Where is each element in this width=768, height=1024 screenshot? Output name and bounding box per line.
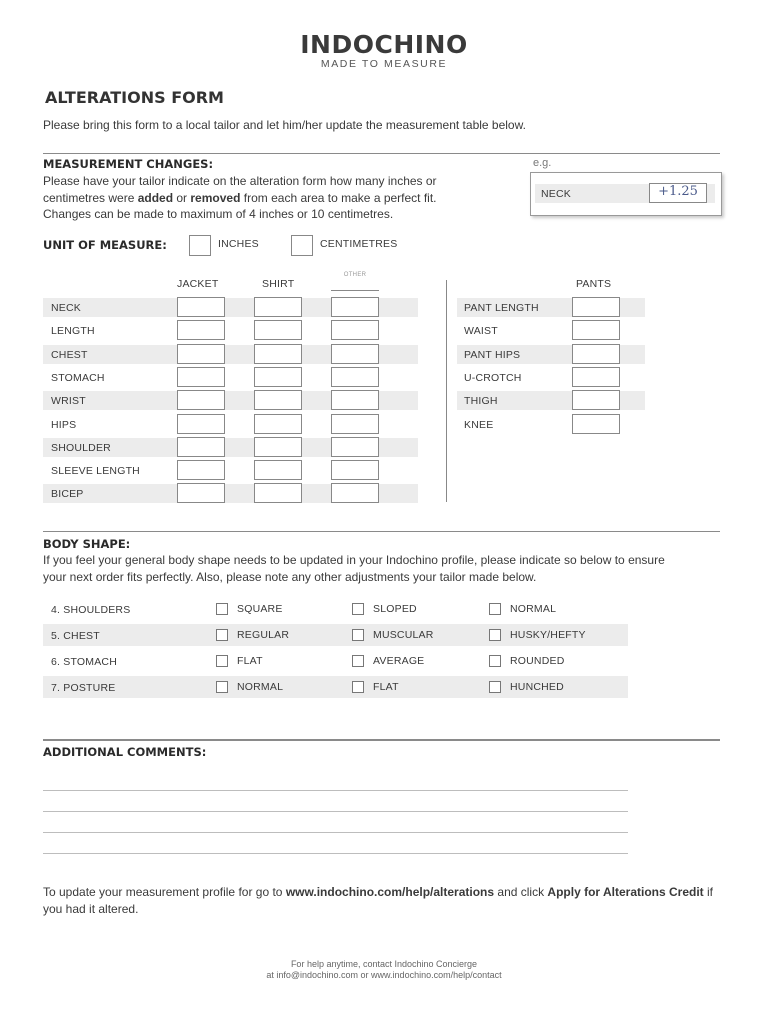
other-input[interactable] <box>331 367 379 387</box>
example-field-label: NECK <box>541 188 571 200</box>
jacket-input[interactable] <box>177 414 225 434</box>
body-shape-checkbox[interactable] <box>352 603 364 615</box>
measurement-label: HIPS <box>51 419 77 431</box>
brand-logo: INDOCHINO <box>300 30 468 59</box>
form-intro: Please bring this form to a local tailor and let him/her update the measurement table below. <box>43 118 526 132</box>
shirt-input[interactable] <box>254 460 302 480</box>
body-shape-checkbox[interactable] <box>216 603 228 615</box>
pants-measurement-label: U-CROTCH <box>464 372 522 384</box>
pants-input[interactable] <box>572 367 620 387</box>
pants-column-header: PANTS <box>576 278 612 290</box>
footer-contact-line: at info@indochino.com or www.indochino.com/help/contact <box>266 970 502 980</box>
other-input[interactable] <box>331 344 379 364</box>
body-shape-option-label: AVERAGE <box>373 655 425 667</box>
body-shape-option-label: ROUNDED <box>510 655 565 667</box>
alterations-link[interactable]: www.indochino.com/help/alterations <box>285 885 495 899</box>
body-shape-checkbox[interactable] <box>216 655 228 667</box>
pants-measurement-label: PANT HIPS <box>464 349 521 361</box>
centimetres-label: CENTIMETRES <box>320 238 398 250</box>
body-shape-checkbox[interactable] <box>352 655 364 667</box>
other-input[interactable] <box>331 414 379 434</box>
jacket-column-header: JACKET <box>177 278 219 290</box>
example-box <box>530 172 722 216</box>
pants-measurement-label: KNEE <box>464 419 494 431</box>
body-shape-option-label: NORMAL <box>237 681 284 693</box>
form-title: ALTERATIONS FORM <box>45 88 224 107</box>
shirt-input[interactable] <box>254 367 302 387</box>
other-input[interactable] <box>331 437 379 457</box>
jacket-input[interactable] <box>177 297 225 317</box>
body-shape-heading: BODY SHAPE: <box>43 537 131 551</box>
table-divider <box>446 280 447 502</box>
measurement-label: SLEEVE LENGTH <box>51 465 140 477</box>
other-input[interactable] <box>331 460 379 480</box>
shirt-input[interactable] <box>254 344 302 364</box>
section-divider <box>43 739 720 741</box>
update-instructions: To update your measurement profile for go to www.indochino.com/help/alterations and click Apply for Alterations Credit if you had it altered. <box>43 885 713 916</box>
other-column-line <box>331 290 379 291</box>
comment-line-4[interactable] <box>43 853 628 854</box>
pants-input[interactable] <box>572 344 620 364</box>
measurement-changes-heading: MEASUREMENT CHANGES: <box>43 157 214 171</box>
example-value: +1.25 <box>649 183 707 203</box>
jacket-input[interactable] <box>177 437 225 457</box>
body-shape-label: 6. STOMACH <box>51 656 117 668</box>
jacket-input[interactable] <box>177 460 225 480</box>
body-shape-option-label: SLOPED <box>373 603 417 615</box>
other-input[interactable] <box>331 297 379 317</box>
body-shape-label: 7. POSTURE <box>51 682 116 694</box>
measurement-label: CHEST <box>51 349 88 361</box>
other-input[interactable] <box>331 320 379 340</box>
other-input[interactable] <box>331 483 379 503</box>
comment-line-2[interactable] <box>43 811 628 812</box>
shirt-input[interactable] <box>254 390 302 410</box>
body-shape-checkbox[interactable] <box>489 655 501 667</box>
footer-help-line: For help anytime, contact Indochino Concierge <box>290 959 478 969</box>
body-shape-option-label: HUSKY/HEFTY <box>510 629 586 641</box>
measurement-changes-text: Please have your tailor indicate on the alteration form how many inches or centimetres were added or removed from each area to make a perfect fit. Changes can be made to maximum of 4 inches or 10 centimetres. <box>43 174 437 221</box>
body-shape-checkbox[interactable] <box>489 681 501 693</box>
shirt-input[interactable] <box>254 297 302 317</box>
centimetres-checkbox[interactable] <box>291 235 313 256</box>
body-shape-option-label: FLAT <box>373 681 399 693</box>
jacket-input[interactable] <box>177 390 225 410</box>
body-shape-option-label: FLAT <box>237 655 263 667</box>
footer <box>0 959 768 981</box>
measurement-label: SHOULDER <box>51 442 111 454</box>
body-shape-option-label: HUNCHED <box>510 681 564 693</box>
unit-heading: UNIT OF MEASURE: <box>43 238 167 252</box>
jacket-input[interactable] <box>177 320 225 340</box>
pants-input[interactable] <box>572 390 620 410</box>
body-shape-checkbox[interactable] <box>352 681 364 693</box>
pants-input[interactable] <box>572 414 620 434</box>
example-label: e.g. <box>533 157 552 169</box>
body-shape-text: If you feel your general body shape needs to be updated in your Indochino profile, please indicate so below to ensure your next order fits perfectly. Also, please note any other adjustments your tailor made below. <box>43 553 665 584</box>
jacket-input[interactable] <box>177 344 225 364</box>
measurement-label: NECK <box>51 302 81 314</box>
comment-line-3[interactable] <box>43 832 628 833</box>
measurement-label: STOMACH <box>51 372 105 384</box>
body-shape-checkbox[interactable] <box>216 629 228 641</box>
body-shape-option-label: NORMAL <box>510 603 557 615</box>
body-shape-checkbox[interactable] <box>489 629 501 641</box>
other-input[interactable] <box>331 390 379 410</box>
inches-checkbox[interactable] <box>189 235 211 256</box>
jacket-input[interactable] <box>177 367 225 387</box>
shirt-input[interactable] <box>254 483 302 503</box>
shirt-input[interactable] <box>254 320 302 340</box>
apply-credit-action: Apply for Alterations Credit <box>547 885 704 899</box>
pants-measurement-label: WAIST <box>464 325 498 337</box>
shirt-column-header: SHIRT <box>262 278 295 290</box>
measurement-label: BICEP <box>51 488 84 500</box>
section-divider <box>43 531 720 532</box>
body-shape-label: 4. SHOULDERS <box>51 604 131 616</box>
inches-label: INCHES <box>218 238 259 250</box>
comment-line-1[interactable] <box>43 790 628 791</box>
body-shape-checkbox[interactable] <box>352 629 364 641</box>
shirt-input[interactable] <box>254 437 302 457</box>
body-shape-option-label: MUSCULAR <box>373 629 434 641</box>
measurement-label: LENGTH <box>51 325 95 337</box>
pants-input[interactable] <box>572 297 620 317</box>
body-shape-checkbox[interactable] <box>489 603 501 615</box>
pants-input[interactable] <box>572 320 620 340</box>
brand-tagline: MADE TO MEASURE <box>320 58 448 70</box>
other-column-label: OTHER <box>343 272 367 278</box>
pants-measurement-label: PANT LENGTH <box>464 302 539 314</box>
pants-measurement-label: THIGH <box>464 395 498 407</box>
body-shape-checkbox[interactable] <box>216 681 228 693</box>
section-divider <box>43 153 720 154</box>
shirt-input[interactable] <box>254 414 302 434</box>
jacket-input[interactable] <box>177 483 225 503</box>
body-shape-option-label: SQUARE <box>237 603 283 615</box>
measurement-label: WRIST <box>51 395 86 407</box>
body-shape-option-label: REGULAR <box>237 629 290 641</box>
additional-comments-heading: ADDITIONAL COMMENTS: <box>43 745 207 759</box>
body-shape-label: 5. CHEST <box>51 630 100 642</box>
